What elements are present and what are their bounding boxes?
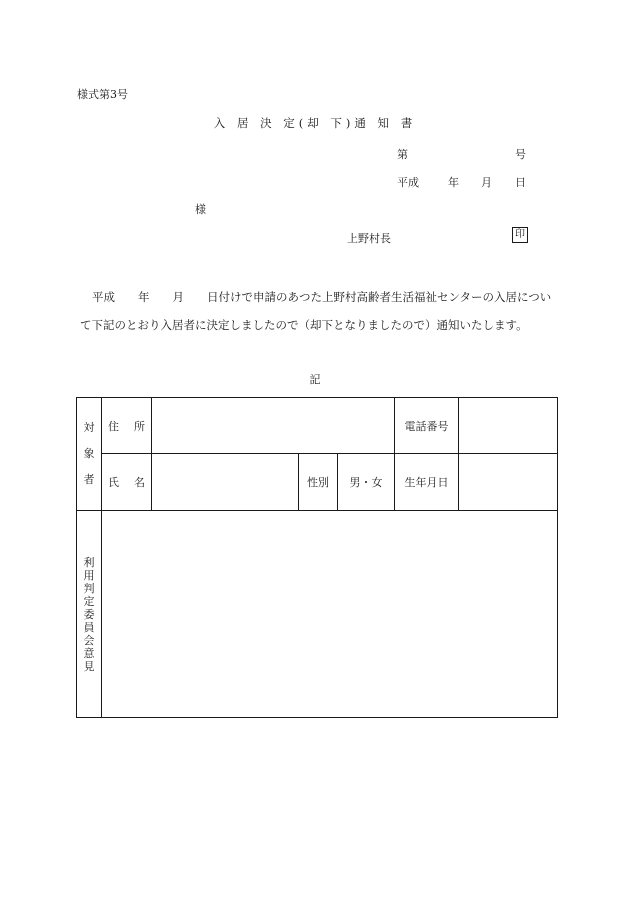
body-paragraph: 平成 年 月 日付けで申請のあつた上野村高齢者生活福祉センターの入居について下記のとおり入居者に決定しましたので（却下となりましたので）通知いたします。: [80, 290, 552, 332]
committee-label-char: 会: [83, 633, 95, 647]
number-suffix: 号: [515, 148, 526, 161]
subject-label-char: 象: [83, 447, 95, 460]
committee-label-char: 定: [83, 594, 95, 608]
date-era: 平成: [397, 176, 419, 189]
name-field[interactable]: [152, 454, 299, 511]
committee-label-char: 員: [83, 620, 95, 634]
recipient-honorific: 様: [195, 203, 206, 216]
phone-field[interactable]: [459, 398, 558, 454]
committee-label: [77, 511, 102, 718]
name-label: 氏 名: [102, 454, 152, 511]
committee-opinion-field[interactable]: [102, 511, 558, 718]
subject-label-char: 対: [83, 421, 95, 434]
subject-label: [77, 398, 102, 511]
address-field[interactable]: [152, 398, 395, 454]
document-title: 入 居 決 定(却 下)通 知 書: [213, 116, 417, 130]
address-label: 住 所: [102, 398, 152, 454]
birthdate-label: 生年月日: [395, 454, 459, 511]
committee-label-char: 見: [83, 659, 95, 673]
date-month: 月: [481, 176, 492, 189]
decision-table: [76, 397, 558, 718]
ki-heading: 記: [309, 373, 321, 386]
subject-label-char: 者: [83, 473, 95, 486]
date-day: 日: [515, 176, 526, 189]
gender-label: 性別: [299, 454, 338, 511]
number-prefix: 第: [397, 148, 408, 161]
committee-label-char: 利: [83, 555, 95, 569]
gender-options[interactable]: 男・女: [338, 454, 395, 511]
form-number: 様式第3号: [77, 88, 128, 101]
birthdate-field[interactable]: [459, 454, 558, 511]
seal-mark: 印: [512, 227, 528, 243]
sender-title: 上野村長: [347, 232, 391, 245]
committee-label-char: 判: [83, 581, 95, 595]
phone-label: 電話番号: [395, 398, 459, 454]
date-year: 年: [448, 176, 459, 189]
committee-label-char: 用: [83, 568, 95, 582]
committee-label-char: 意: [83, 646, 95, 660]
committee-label-char: 委: [83, 607, 95, 621]
